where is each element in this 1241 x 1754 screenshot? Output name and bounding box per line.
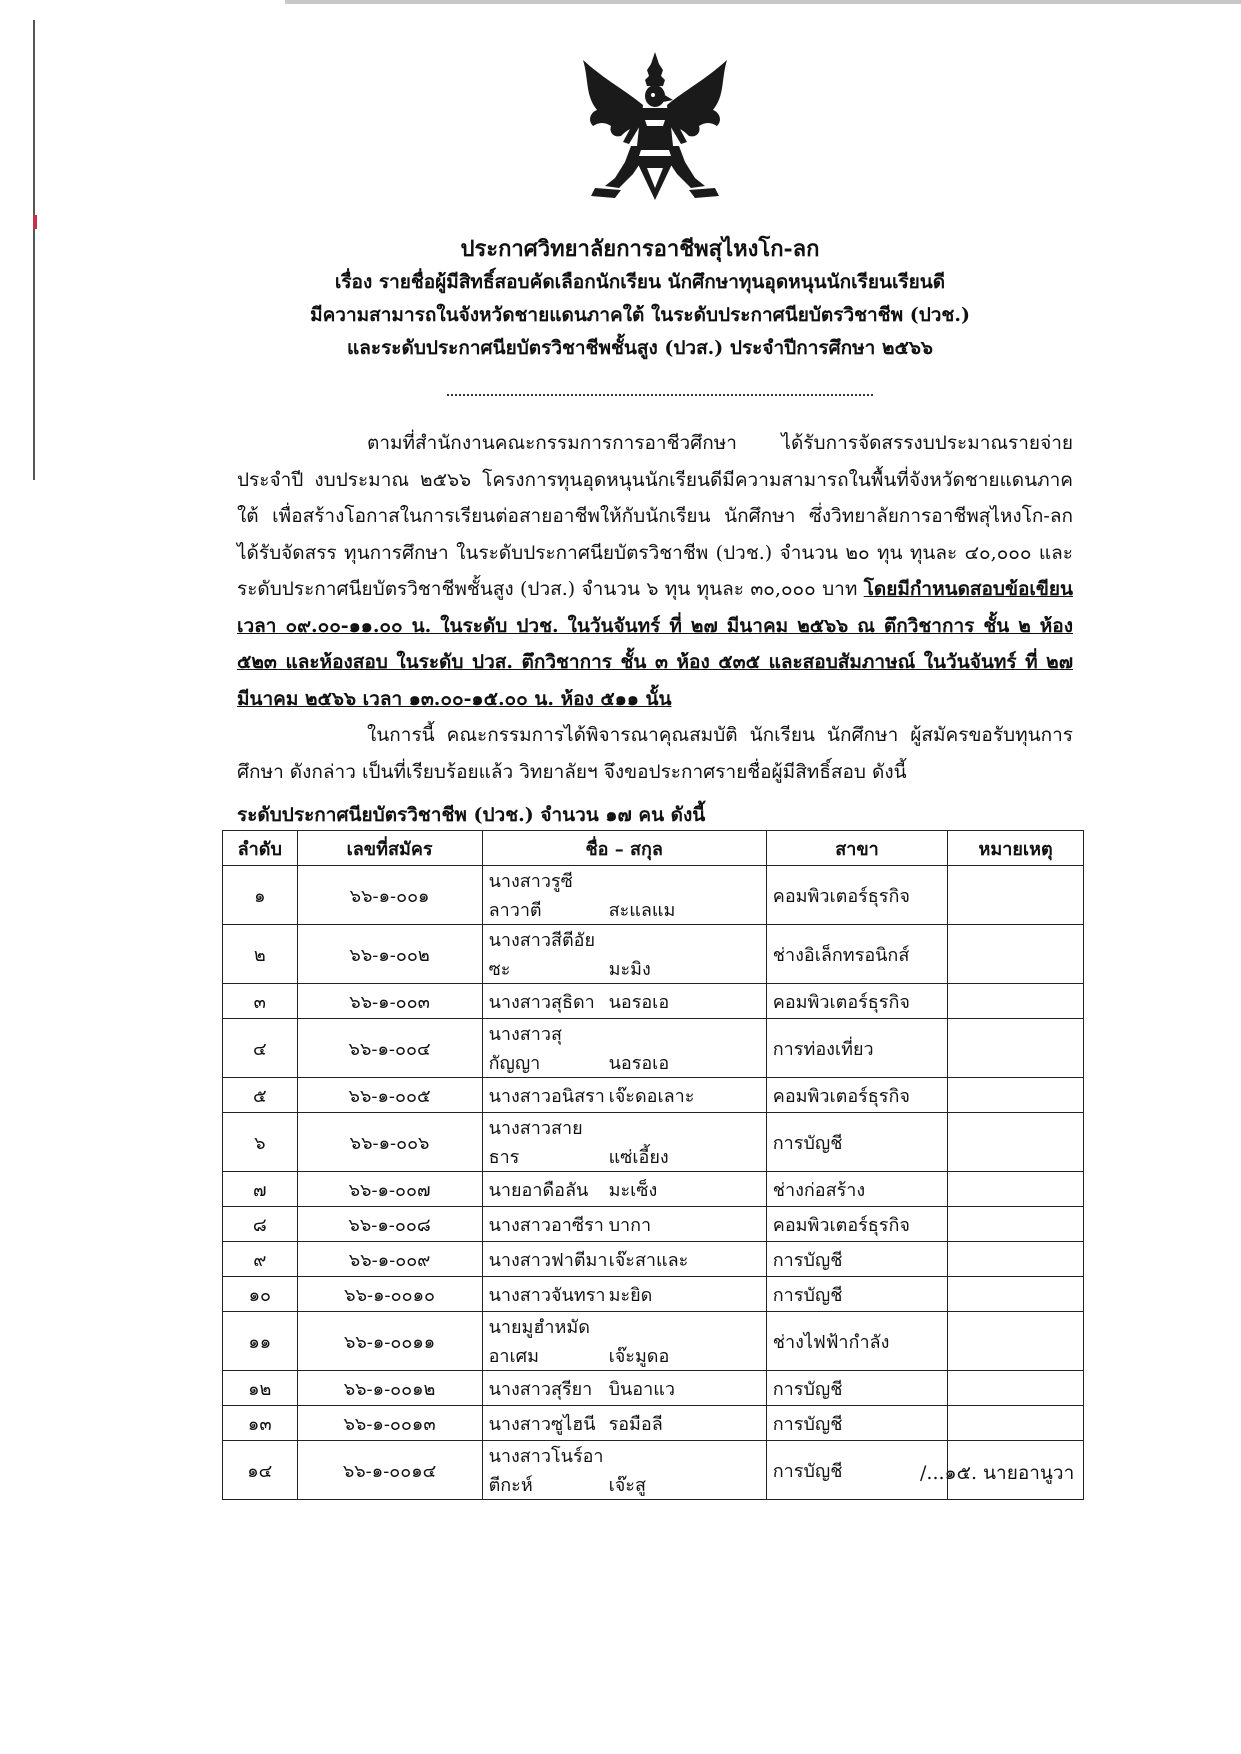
- candidate-table: [222, 830, 1084, 1500]
- last-name: นอรอเอ: [608, 991, 670, 1013]
- table-body: [223, 866, 1084, 1500]
- cell-remark: [948, 1019, 1084, 1078]
- cell-no: ๑๒: [223, 1371, 298, 1406]
- cell-remark: [948, 1078, 1084, 1113]
- cell-remark: [948, 1406, 1084, 1441]
- cell-no: ๕: [223, 1078, 298, 1113]
- cell-name: [482, 984, 766, 1019]
- col-header-major: สาขา: [766, 831, 947, 866]
- table-header-row: [223, 831, 1084, 866]
- table-row: [223, 1207, 1084, 1242]
- first-name: นางสาวสุรียา: [488, 1378, 593, 1400]
- cell-no: ๗: [223, 1172, 298, 1207]
- cell-name: [482, 1172, 766, 1207]
- cell-name: [482, 1277, 766, 1312]
- first-name: นางสาวอาซีรา: [488, 1214, 604, 1236]
- last-name: เจ๊ะดอเลาะ: [608, 1085, 695, 1107]
- cell-no: ๔: [223, 1019, 298, 1078]
- last-name: สะแลแม: [608, 900, 676, 921]
- continuation-note: /...๑๕. นายอานูวา: [920, 1462, 1075, 1484]
- last-name: เจ๊ะมูดอ: [608, 1346, 670, 1367]
- cell-major: การบัญชี: [766, 1277, 947, 1312]
- cell-no: ๑: [223, 866, 298, 925]
- cell-no: ๑๑: [223, 1312, 298, 1371]
- cell-app-id: ๖๖-๑-๐๐๑๐: [297, 1277, 482, 1312]
- cell-remark: [948, 984, 1084, 1019]
- cell-name: [482, 1078, 766, 1113]
- cell-major: การบัญชี: [766, 1113, 947, 1172]
- cell-major: การท่องเที่ยว: [766, 1019, 947, 1078]
- cell-no: ๑๓: [223, 1406, 298, 1441]
- cell-remark: [948, 1113, 1084, 1172]
- cell-major: การบัญชี: [766, 1371, 947, 1406]
- col-header-remark: หมายเหตุ: [948, 831, 1084, 866]
- announcement-title: ประกาศวิทยาลัยการอาชีพสุไหงโก-ลก: [460, 236, 820, 262]
- first-name: นางสาวสุธิดา: [488, 991, 595, 1013]
- last-name: บากา: [608, 1214, 652, 1236]
- cell-app-id: ๖๖-๑-๐๐๑๓: [297, 1406, 482, 1441]
- last-name: บินอาแว: [608, 1378, 675, 1400]
- cell-major: ช่างก่อสร้าง: [766, 1172, 947, 1207]
- cell-name: [482, 1406, 766, 1441]
- cell-name: [482, 1371, 766, 1406]
- last-name: แซ่เอี้ยง: [608, 1147, 669, 1168]
- cell-remark: [948, 866, 1084, 925]
- dotted-divider: [447, 394, 873, 396]
- cell-app-id: ๖๖-๑-๐๐๑: [297, 866, 482, 925]
- last-name: เจ๊ะสู: [608, 1475, 646, 1496]
- cell-name: [482, 925, 766, 984]
- subject-line-3: และระดับประกาศนียบัตรวิชาชีพชั้นสูง (ปวส.) ประจำปีการศึกษา ๒๕๖๖: [346, 337, 933, 359]
- cell-major: ช่างอิเล็กทรอนิกส์: [766, 925, 947, 984]
- last-name: มะเซ็ง: [608, 1179, 658, 1201]
- cell-app-id: ๖๖-๑-๐๐๑๔: [297, 1441, 482, 1500]
- first-name: นางสาวรูซีลาวาตี: [488, 871, 573, 921]
- cell-major: คอมพิวเตอร์ธุรกิจ: [766, 1207, 947, 1242]
- paragraph-background-text: ตามที่สำนักงานคณะกรรมการการอาชีวศึกษา ได้รับการจัดสรรงบประมาณรายจ่ายประจำปี งบประมาณ ๒๕๖๖ โครงการทุนอุดหนุนนักเรียนดีมีความสามารถในพื้นที่จังหวัดชายแดนภาคใต้ เพื่อสร้างโอกาสในการเรียนต่อสายอาชีพให้กับนักเรียน นักศึกษา ซึ่งวิทยาลัยการอาชีพสุไหงโก-ลก ได้รับจัดสรร ทุนการศึกษา ในระดับประกาศนียบัตรวิชาชีพ (ปวช.) จำนวน ๒๐ ทุน ทุนละ ๔๐,๐๐๐ และ ระดับประกาศนียบัตรวิชาชีพชั้นสูง (ปวส.) จำนวน ๖ ทุน ทุนละ ๓๐,๐๐๐ บาท: [237, 432, 1073, 600]
- cell-remark: [948, 925, 1084, 984]
- subject-line-2: มีความสามารถในจังหวัดชายแดนภาคใต้ ในระดับประกาศนียบัตรวิชาชีพ (ปวช.): [310, 304, 970, 326]
- table-row: [223, 1406, 1084, 1441]
- cell-no: ๑๐: [223, 1277, 298, 1312]
- first-name: นางสาวฟาตีมา: [488, 1249, 608, 1271]
- cell-remark: [948, 1371, 1084, 1406]
- last-name: มะยิด: [608, 1284, 653, 1306]
- cell-app-id: ๖๖-๑-๐๐๕: [297, 1078, 482, 1113]
- paragraph-announcement: [237, 717, 1073, 790]
- cell-remark: [948, 1172, 1084, 1207]
- section-heading: ระดับประกาศนียบัตรวิชาชีพ (ปวช.) จำนวน ๑๗ คน ดังนี้: [237, 804, 706, 826]
- cell-app-id: ๖๖-๑-๐๐๔: [297, 1019, 482, 1078]
- table-row: [223, 1113, 1084, 1172]
- cell-no: ๖: [223, 1113, 298, 1172]
- first-name: นางสาวจันทรา: [488, 1284, 606, 1306]
- cell-no: ๓: [223, 984, 298, 1019]
- cell-name: [482, 1019, 766, 1078]
- table-row: [223, 1312, 1084, 1371]
- table-row: [223, 866, 1084, 925]
- cell-remark: [948, 1312, 1084, 1371]
- scan-edge-mark: [33, 215, 37, 229]
- col-header-no: ลำดับ: [223, 831, 298, 866]
- table-row: [223, 1242, 1084, 1277]
- cell-no: ๑๔: [223, 1441, 298, 1500]
- cell-major: ช่างไฟฟ้ากำลัง: [766, 1312, 947, 1371]
- table-row: [223, 1172, 1084, 1207]
- table-row: [223, 1019, 1084, 1078]
- cell-app-id: ๖๖-๑-๐๐๘: [297, 1207, 482, 1242]
- cell-app-id: ๖๖-๑-๐๐๑๑: [297, 1312, 482, 1371]
- cell-name: [482, 866, 766, 925]
- last-name: รอมือลี: [608, 1413, 663, 1435]
- cell-app-id: ๖๖-๑-๐๐๗: [297, 1172, 482, 1207]
- cell-major: การบัญชี: [766, 1406, 947, 1441]
- first-name: นายอาดือลัน: [488, 1179, 589, 1201]
- cell-app-id: ๖๖-๑-๐๐๑๒: [297, 1371, 482, 1406]
- first-name: นางสาวอนิสรา: [488, 1085, 605, 1107]
- cell-major: คอมพิวเตอร์ธุรกิจ: [766, 984, 947, 1019]
- cell-app-id: ๖๖-๑-๐๐๖: [297, 1113, 482, 1172]
- first-name: นางสาวซูไฮนี: [488, 1413, 596, 1435]
- table-row: [223, 984, 1084, 1019]
- scan-edge-left: [33, 20, 35, 480]
- table-row: [223, 1277, 1084, 1312]
- cell-no: ๙: [223, 1242, 298, 1277]
- cell-major: คอมพิวเตอร์ธุรกิจ: [766, 866, 947, 925]
- col-header-app-id: เลขที่สมัคร: [297, 831, 482, 866]
- cell-major: คอมพิวเตอร์ธุรกิจ: [766, 1078, 947, 1113]
- col-header-name: ชื่อ – สกุล: [482, 831, 766, 866]
- paragraph-background: [237, 425, 1073, 717]
- garuda-emblem-icon: [575, 50, 735, 205]
- cell-app-id: ๖๖-๑-๐๐๓: [297, 984, 482, 1019]
- first-name: นางสาวโนร์อาตีกะห์: [488, 1446, 604, 1496]
- last-name: เจ๊ะสาและ: [608, 1249, 689, 1271]
- cell-app-id: ๖๖-๑-๐๐๒: [297, 925, 482, 984]
- last-name: มะมิง: [608, 959, 651, 980]
- table-row: [223, 925, 1084, 984]
- cell-remark: [948, 1277, 1084, 1312]
- subject-line-1: เรื่อง รายชื่อผู้มีสิทธิ์สอบคัดเลือกนักเรียน นักศึกษาทุนอุดหนุนนักเรียนเรียนดี: [334, 271, 946, 293]
- cell-no: ๒: [223, 925, 298, 984]
- first-name: นางสาวสุกัญญา: [488, 1024, 562, 1074]
- first-name: นางสาวสายธาร: [488, 1118, 583, 1168]
- table-row: [223, 1078, 1084, 1113]
- paragraph-announcement-text: ในการนี้ คณะกรรมการได้พิจารณาคุณสมบัติ นักเรียน นักศึกษา ผู้สมัครขอรับทุนการศึกษา ดังกล่าว เป็นที่เรียบร้อยแล้ว วิทยาลัยฯ จึงขอประกาศรายชื่อผู้มีสิทธิ์สอบ ดังนี้: [237, 724, 1073, 783]
- cell-name: [482, 1207, 766, 1242]
- cell-no: ๘: [223, 1207, 298, 1242]
- cell-name: [482, 1312, 766, 1371]
- cell-name: [482, 1242, 766, 1277]
- document-header: [200, 232, 1080, 365]
- last-name: นอรอเอ: [608, 1053, 670, 1074]
- cell-major: การบัญชี: [766, 1441, 947, 1500]
- cell-name: [482, 1441, 766, 1500]
- cell-remark: [948, 1207, 1084, 1242]
- cell-app-id: ๖๖-๑-๐๐๙: [297, 1242, 482, 1277]
- exam-schedule-emphasis: โดยมีกำหนดสอบข้อเขียน เวลา ๐๙.๐๐-๑๑.๐๐ น. ในระดับ ปวช. ในวันจันทร์ ที่ ๒๗ มีนาคม ๒๕๖๖ ณ ตึกวิชาการ ชั้น ๒ ห้อง ๕๒๓ และห้องสอบ ในระดับ ปวส. ตึกวิชาการ ชั้น ๓ ห้อง ๕๓๕ และสอบสัมภาษณ์ ในวันจันทร์ ที่ ๒๗ มีนาคม ๒๕๖๖ เวลา ๑๓.๐๐-๑๕.๐๐ น. ห้อง ๕๑๑ นั้น: [237, 578, 1073, 710]
- cell-major: การบัญชี: [766, 1242, 947, 1277]
- first-name: นางสาวสีตีอัยซะ: [488, 930, 596, 980]
- cell-name: [482, 1113, 766, 1172]
- scan-edge-top: [285, 0, 1241, 4]
- first-name: นายมูฮำหมัดอาเศม: [488, 1317, 590, 1367]
- table-row: [223, 1371, 1084, 1406]
- cell-remark: [948, 1242, 1084, 1277]
